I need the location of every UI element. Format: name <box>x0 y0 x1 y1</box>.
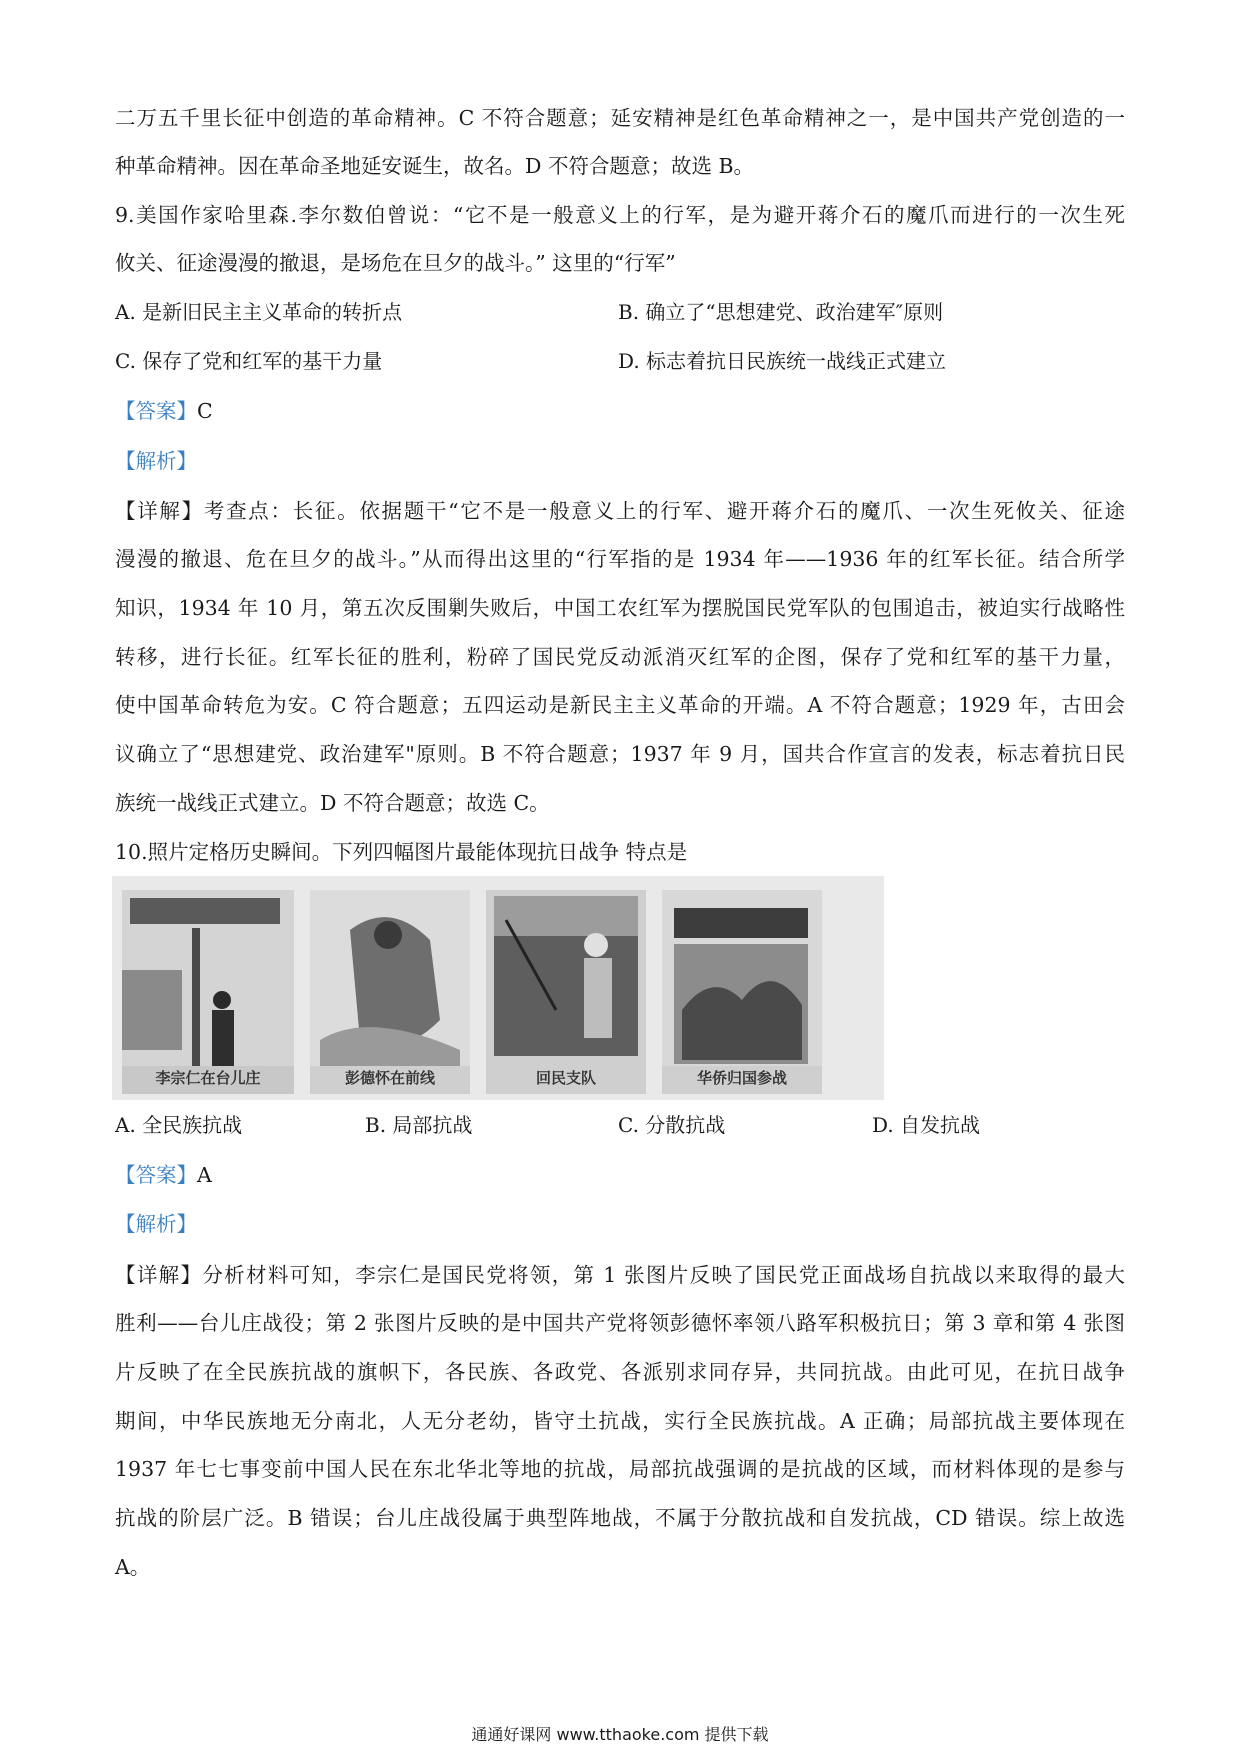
detail-text: 考查点：长征。依据题干“它不是一般意义上的行军、避开蒋介石的魔爪、一次生死攸关、征途 <box>203 499 1126 523</box>
photo-strip <box>112 876 884 1100</box>
q9-detail-line <box>115 497 1125 525</box>
q9-option-b: B. 确立了“思想建党、政治建军″原则 <box>618 300 944 324</box>
analysis-tag: 【解析】 <box>115 449 197 473</box>
q10-option-d: D. 自发抗战 <box>872 1113 981 1137</box>
answer-tag: 【答案】 <box>115 1163 197 1187</box>
answer-value: A <box>197 1163 212 1187</box>
detail-tag: 【详解】 <box>115 499 204 523</box>
question-10-stem: 10.照片定格历史瞬间。下列四幅图片最能体现抗日战争 特点是 <box>115 840 688 864</box>
page-footer: 通通好课网 www.tthaoke.com 提供下载 <box>471 1725 769 1744</box>
photo-caption: 彭德怀在前线 <box>344 1069 435 1087</box>
q10-detail-line: 1937 年七七事变前中国人民在东北华北等地的抗战，局部抗战强调的是抗战的区域，而材料体现的是参与 <box>115 1457 1125 1481</box>
q9-detail-line: 转移，进行长征。红军长征的胜利，粉碎了国民党反动派消灭红军的企图，保存了党和红军的基干力量， <box>115 645 1125 669</box>
q10-option-b: B. 局部抗战 <box>365 1113 473 1137</box>
q10-detail-line: 期间，中华民族地无分南北，人无分老幼，皆守土抗战，实行全民族抗战。A 正确；局部抗战主要体现在 <box>115 1409 1125 1433</box>
q9-detail-line: 族统一战线正式建立。D 不符合题意；故选 C。 <box>115 791 550 815</box>
photo-1 <box>122 890 294 1094</box>
q10-detail-line <box>115 1261 1125 1289</box>
q10-detail-line: A。 <box>115 1555 151 1579</box>
q10-option-a: A. 全民族抗战 <box>115 1113 243 1137</box>
photo-caption: 李宗仁在台儿庄 <box>155 1069 261 1087</box>
photo-caption: 华侨归国参战 <box>696 1069 787 1087</box>
q10-answer <box>115 1161 212 1189</box>
photo-caption: 回民支队 <box>535 1069 596 1087</box>
q10-detail-line: 胜利——台儿庄战役；第 2 张图片反映的是中国共产党将领彭德怀率领八路军积极抗日；第 3 章和第 4 张图 <box>115 1311 1125 1335</box>
q10-option-c: C. 分散抗战 <box>618 1113 726 1137</box>
q9-option-d: D. 标志着抗日民族统一战线正式建立 <box>618 349 947 373</box>
q9-detail-line: 使中国革命转危为安。C 符合题意；五四运动是新民主主义革命的开端。A 不符合题意；1929 年，古田会 <box>115 693 1125 717</box>
q9-option-c: C. 保存了党和红军的基干力量 <box>115 349 383 373</box>
q9-detail-line: 知识，1934 年 10 月，第五次反围剿失败后，中国工农红军为摆脱国民党军队的包围追击，被迫实行战略性 <box>115 596 1125 620</box>
q10-detail-line: 抗战的阶层广泛。B 错误；台儿庄战役属于典型阵地战，不属于分散抗战和自发抗战，CD 错误。综上故选 <box>115 1506 1125 1530</box>
q9-option-a: A. 是新旧民主主义革命的转折点 <box>115 300 403 324</box>
question-9-stem: 9.美国作家哈里森.李尔数伯曾说：“它不是一般意义上的行军，是为避开蒋介石的魔爪而进行的一次生死 <box>115 203 1125 227</box>
answer-value: C <box>197 399 213 423</box>
photo-3 <box>486 890 646 1094</box>
paragraph-line: 二万五千里长征中创造的革命精神。C 不符合题意；延安精神是红色革命精神之一，是中国共产党创造的一 <box>115 106 1125 130</box>
q10-analysis-tag <box>115 1210 197 1238</box>
photo-4 <box>662 890 822 1094</box>
question-9-stem: 攸关、征途漫漫的撤退，是场危在旦夕的战斗。” 这里的“行军” <box>115 251 676 275</box>
paragraph-line: 种革命精神。因在革命圣地延安诞生，故名。D 不符合题意；故选 B。 <box>115 154 755 178</box>
analysis-tag: 【解析】 <box>115 1212 197 1236</box>
photo-2 <box>310 890 470 1094</box>
q10-detail-line: 片反映了在全民族抗战的旗帜下，各民族、各政党、各派别求同存异，共同抗战。由此可见，在抗日战争 <box>115 1360 1125 1384</box>
q9-detail-line: 漫漫的撤退、危在旦夕的战斗。”从而得出这里的“行军指的是 1934 年——1936 年的红军长征。结合所学 <box>115 547 1125 571</box>
detail-text: 分析材料可知，李宗仁是国民党将领，第 1 张图片反映了国民党正面战场自抗战以来取得的最大 <box>202 1263 1125 1287</box>
q9-detail-line: 议确立了“思想建党、政治建军"原则。B 不符合题意；1937 年 9 月，国共合作宣言的发表，标志着抗日民 <box>115 742 1125 766</box>
answer-tag: 【答案】 <box>115 399 197 423</box>
q9-answer <box>115 397 213 425</box>
q9-analysis-tag <box>115 447 197 475</box>
detail-tag: 【详解】 <box>115 1263 203 1287</box>
